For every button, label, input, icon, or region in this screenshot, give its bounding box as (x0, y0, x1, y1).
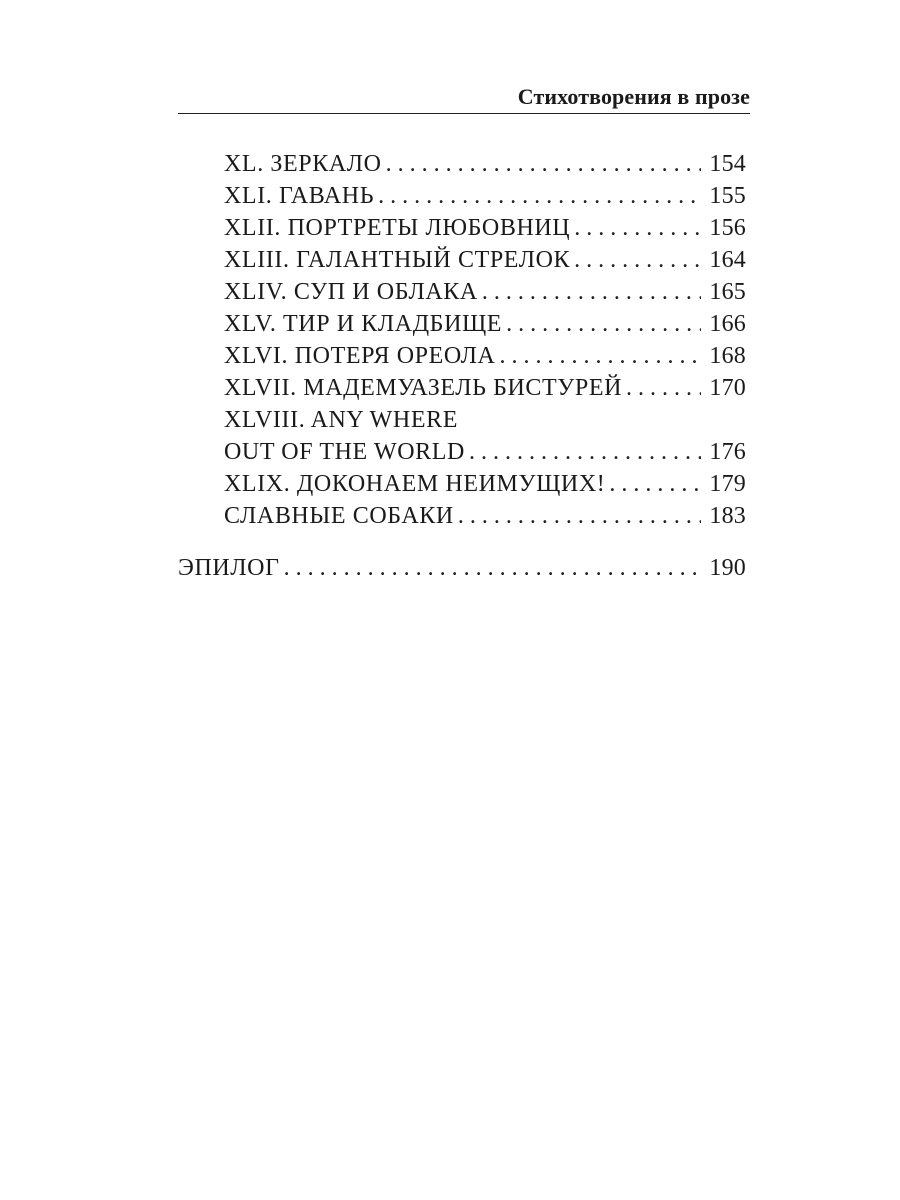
toc-entry (224, 500, 746, 532)
toc-entry-page: 154 (709, 151, 746, 177)
toc-entry-title: OUT OF THE WORLD (224, 439, 465, 465)
toc-entry-page: 170 (709, 375, 746, 401)
dot-leader (458, 500, 702, 532)
dot-leader (482, 276, 702, 308)
toc-entry (224, 148, 746, 180)
toc-entry-page: 176 (709, 439, 746, 465)
toc-entry-title: XL. ЗЕРКАЛО (224, 151, 382, 177)
toc-entry-epilogue (178, 552, 746, 584)
dot-leader (609, 468, 701, 500)
toc-entry-page: 156 (709, 215, 746, 241)
toc-entry-page: 155 (709, 183, 746, 209)
dot-leader (506, 308, 701, 340)
toc-entry-title: XLIX. ДОКОНАЕМ НЕИМУЩИХ! (224, 471, 606, 497)
dot-leader (574, 244, 701, 276)
toc-entry-title: XLVIII. ANY WHERE (224, 407, 458, 433)
toc-entry-page: 164 (709, 247, 746, 273)
toc-entry (224, 180, 746, 212)
toc-entry (224, 468, 746, 500)
toc-entry (224, 340, 746, 372)
dot-leader (378, 180, 701, 212)
toc-entry-title: ЭПИЛОГ (178, 555, 280, 581)
running-head (178, 80, 750, 114)
running-head-title: Стихотворения в прозе (517, 84, 750, 109)
toc-entry-title: XLVI. ПОТЕРЯ ОРЕОЛА (224, 343, 496, 369)
toc-entry (224, 212, 746, 244)
toc-entry-page: 168 (709, 343, 746, 369)
toc-entry (224, 308, 746, 340)
toc-entry (224, 244, 746, 276)
toc-entry-title: XLI. ГАВАНЬ (224, 183, 375, 209)
toc-entry-title: XLVII. МАДЕМУАЗЕЛЬ БИСТУРЕЙ (224, 375, 623, 401)
toc-entry (224, 372, 746, 404)
dot-leader (284, 552, 702, 584)
toc-entry-title: XLII. ПОРТРЕТЫ ЛЮБОВНИЦ (224, 215, 571, 241)
toc-entry-title: XLIII. ГАЛАНТНЫЙ СТРЕЛОК (224, 247, 571, 273)
toc-entry (224, 276, 746, 308)
dot-leader (574, 212, 701, 244)
dot-leader (499, 340, 701, 372)
dot-leader (386, 148, 702, 180)
toc-entry-page: 183 (709, 503, 746, 529)
dot-leader (626, 372, 701, 404)
toc-entry-title: XLIV. СУП И ОБЛАКА (224, 279, 478, 305)
dot-leader (469, 436, 701, 468)
toc-entry-page: 179 (709, 471, 746, 497)
toc-entry-title: СЛАВНЫЕ СОБАКИ (224, 503, 454, 529)
toc-entry-page: 166 (709, 311, 746, 337)
toc-entry (224, 404, 746, 436)
toc-entry-title: XLV. ТИР И КЛАДБИЩЕ (224, 311, 503, 337)
toc-entry-page: 190 (709, 555, 746, 581)
toc-entry-page: 165 (709, 279, 746, 305)
toc-entry (224, 436, 746, 468)
